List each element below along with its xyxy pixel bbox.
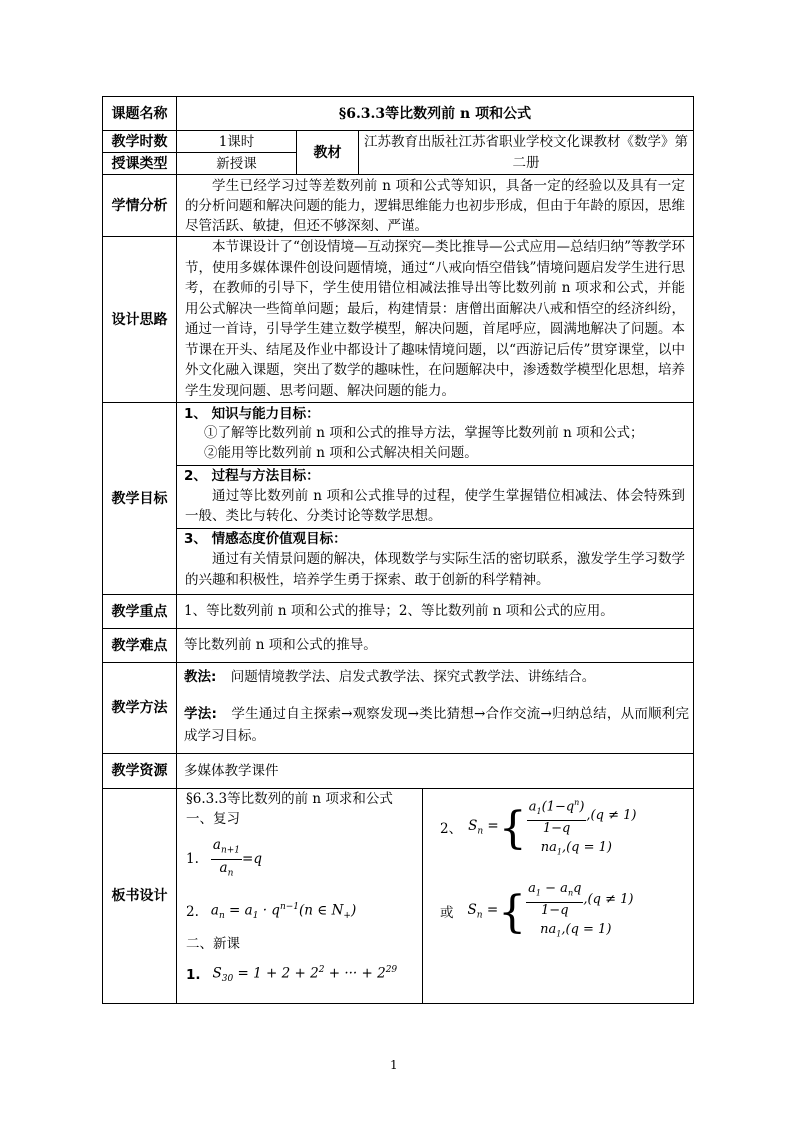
difficulty-text: 等比数列前 n 项和公式的推导。 [184,637,377,653]
page-number: 1 [390,1058,398,1072]
row-label-hours: 教学时数 [111,133,168,150]
learn-method [184,703,689,749]
board-title: §6.3.3等比数列的前 n 项求和公式 [186,791,393,807]
teach-method-text: 问题情境教学法、启发式教学法、探究式教学法、讲练结合。 [230,669,596,685]
left-brace-2: { [498,887,527,938]
teach-method [184,666,689,688]
goal1-title: 1、 知识与能力目标： [184,406,320,422]
analysis-text: 学生已经学习过等差数列前 n 项和公式等知识，具备一定的经验以及具有一定的分析问题和解决问题的能力，逻辑思维能力也初步形成，但由于年龄的原因，思维尽管活跃、敏捷，但还不够深刻、严谨。 [185,178,685,234]
learn-method-text: 学生通过自主探索→观察发现→类比猜想→合作交流→归纳总结，从而顺利完成学习目标。 [184,706,689,744]
sum-symbol-2: $S_n$ = [467,902,499,921]
row-label-difficulty: 教学难点 [111,637,168,654]
board-new-lesson: 二、新课 [186,936,240,952]
board-item2-number: 2. [186,904,199,920]
board-sum-formula-2 [440,880,690,946]
row-label-analysis: 学情分析 [111,197,168,214]
ratio-equals-q: =q [242,851,262,867]
board-sum-formula-1 [440,796,690,862]
design-text: 本节课设计了“创设情境—互动探究—类比推导—公式应用—总结归纳”等教学环节，使用多媒体课件创设问题情境，通过“八戒向悟空借钱”情境问题启发学生进行思考，在教师的引导下，学生使用错位相减法推导出等比数列前 n 项求和公式，并能用公式解决一些简单问题；最后，构建情景：唐僧出面解决八戒和悟空的经济纠纷，通过一首诗，引导学生建立数学模型，解决问题，首尾呼应，圆满地解决了问题。本节课在开头、结尾及作业中都设计了趣味情境问题，以“西游记后传”贯穿课堂，以中外文化融入课题，突出了数学的趣味性，在问题解决中，渗透数学模型化思想，培养学生发现问题、思考问题、解决问题的能力。 [185,239,685,399]
row-label-key: 教学重点 [111,603,168,620]
left-brace: { [498,803,527,854]
board-new-item-number: 1. [186,967,201,983]
goal3-text: 通过有关情景问题的解决，体现数学与实际生活的密切联系，激发学生学习数学的兴趣和积极性，培养学生勇于探索、敢于创新的科学精神。 [185,551,685,588]
board-review: 一、复习 [186,811,240,827]
row-label-goals: 教学目标 [111,490,168,507]
row-label-type: 授课类型 [111,155,168,172]
board-right-item2-number: 2、 [440,821,463,837]
row-label-method: 教学方法 [111,700,168,716]
goal2-text: 通过等比数列前 n 项和公式推导的过程，使学生掌握错位相减法、体会特殊到一般、类比与转化、分类讨论等数学思想。 [185,488,685,524]
topic-title: §6.3.3等比数列前 n 项和公式 [338,105,532,122]
textbook-label: 教材 [313,144,342,161]
s30-formula: $S_{30} = 1 + 2 + 2^2$ + ··· + $2^{29}$ [212,965,398,985]
textbook-value: 江苏教育出版社江苏省职业学校文化课教材《数学》第二册 [364,133,688,171]
table-border [102,662,694,663]
sum-cases: $\frac{a_1(1-q^n)}{1-q}$ ,(q ≠ 1) $na_1,(q = 1)$ [527,795,637,864]
key-text: 1、等比数列前 n 项和公式的推导；2、等比数列前 n 项和公式的应用。 [184,603,614,619]
resource-text: 多媒体教学课件 [184,763,279,779]
table-border [102,402,694,403]
type-value: 新授课 [216,155,257,172]
goal1-item2: ②能用等比数列前 n 项和公式解决相关问题。 [204,445,478,461]
table-border [102,1003,694,1004]
row-label-resource: 教学资源 [111,763,168,779]
goal2-title: 2、 过程与方法目标： [184,468,320,484]
table-border [422,788,423,1004]
board-item1-number: 1. [186,851,199,867]
row-label-topic: 课题名称 [111,105,168,122]
ratio-fraction: $\frac{a_{n+1}}{a_n}$ [212,836,241,879]
board-formula-ratio [186,838,416,880]
sum-symbol: $S_n$ = [468,818,499,837]
board-formula-general-term [186,900,416,924]
goal3-title: 3、 情感态度价值观目标： [184,531,347,547]
or-text: 或 [440,905,454,921]
table-border [358,130,359,174]
table-border [693,96,694,1004]
goal1-item1: ①了解等比数列前 n 项和公式的推导方法，掌握等比数列前 n 项和公式； [204,425,644,441]
row-label-board: 板书设计 [111,888,168,904]
general-term-formula: $a_n = a_1 \cdot q^{n-1}(n$ ∈ $N_+$) [210,902,357,922]
board-formula-s30 [186,962,416,988]
hours-value: 1课时 [218,133,255,150]
teach-method-label: 教法: [184,669,217,685]
learn-method-label: 学法: [184,706,217,722]
sum-cases-2: $\frac{a_1 - a_nq}{1-q}$ ,(q ≠ 1) $na_1,(q = 1)$ [528,880,634,939]
row-label-design: 设计思路 [111,311,168,328]
